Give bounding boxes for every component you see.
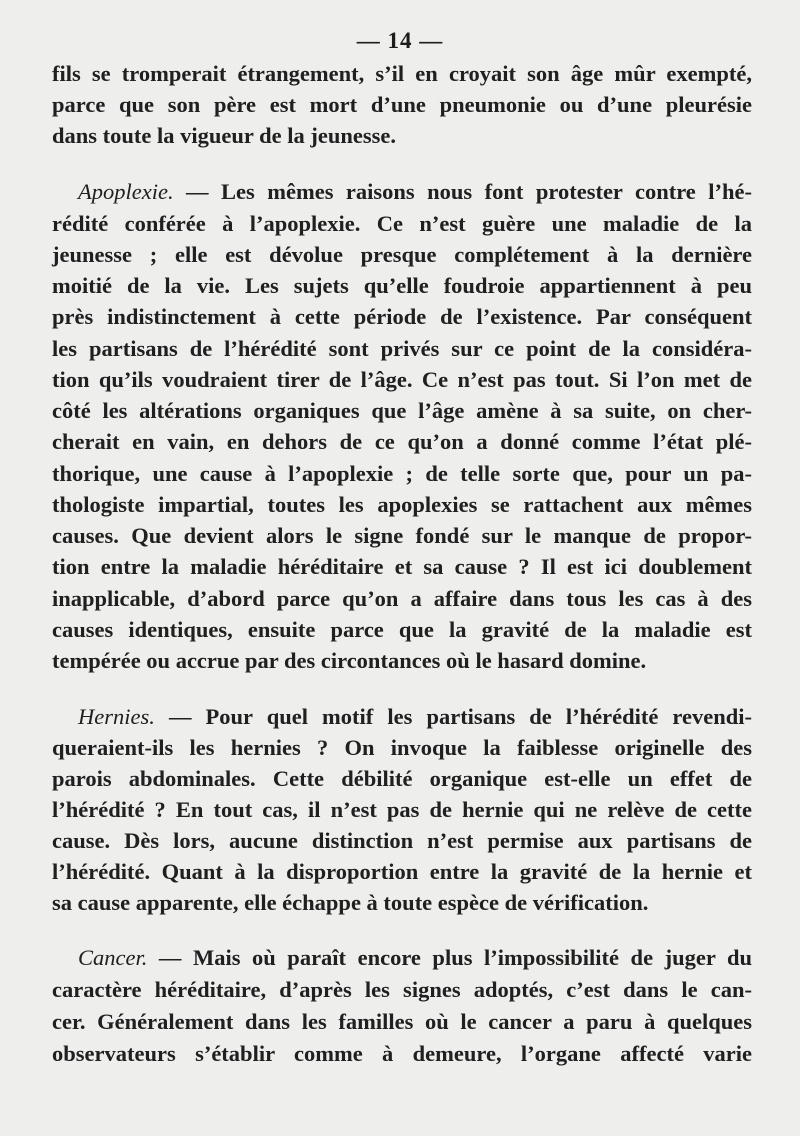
text-line: tempérée ou accrue par des circontances où le hasard domine. [52,648,647,673]
text-line: cer. Généralement dans les familles où le cancer a paru à quelques [52,1009,752,1034]
text-line: thorique, une cause à l’apoplexie ; de telle sorte que, pour un pa- [52,461,752,486]
text-line: — Pour quel motif les partisans de l’hérédité revendi- [154,704,752,729]
text-line: causes identiques, ensuite parce que la gravité de la maladie est [52,617,752,642]
text-line: queraient-ils les hernies ? On invoque la faiblesse originelle des [52,735,752,760]
text-line: côté les altérations organiques que l’âge amène à sa suite, on cher- [52,398,752,423]
text-line: jeunesse ; elle est dévolue presque complétement à la dernière [52,242,752,267]
page-number: — 14 — [356,28,444,53]
text-line: — Les mêmes raisons nous font protester contre l’hé- [173,179,752,204]
text-line: fils se tromperait étrangement, s’il en croyait son âge mûr exempté, [52,61,752,86]
text-line: inapplicable, d’abord parce qu’on a affaire dans tous les cas à des [52,586,752,611]
paragraph-first-line [52,178,752,206]
paragraph-first-line [52,944,752,972]
text-line: les partisans de l’hérédité sont privés sur ce point de la considéra- [52,336,752,361]
text-line: dans toute la vigueur de la jeunesse. [52,123,396,148]
text-line: l’hérédité. Quant à la disproportion entre la gravité de la hernie et [52,859,752,884]
text-line: cherait en vain, en dehors de ce qu’on a donné comme l’état plé- [52,429,752,454]
section-heading-hernies: Hernies. [78,704,155,729]
section-heading-cancer: Cancer. [78,945,148,970]
text-line: tion entre la maladie héréditaire et sa cause ? Il est ici doublement [52,554,752,579]
text-line: sa cause apparente, elle échappe à toute espèce de vérification. [52,890,649,915]
text-line: parce que son père est mort d’une pneumonie ou d’une pleurésie [52,92,752,117]
text-line: causes. Que devient alors le signe fondé sur le manque de propor- [52,523,752,548]
section-heading-apoplexie: Apoplexie. [78,179,174,204]
text-line: moitié de la vie. Les sujets qu’elle foudroie appartiennent à peu [52,273,752,298]
text-line: rédité conférée à l’apoplexie. Ce n’est guère une maladie de la [52,211,752,236]
text-line: observateurs s’établir comme à demeure, l’organe affecté varie [52,1041,752,1066]
text-line: tion qu’ils voudraient tirer de l’âge. Ce n’est pas tout. Si l’on met de [52,367,752,392]
paragraph-first-line [52,703,752,731]
text-line: thologiste impartial, toutes les apoplexies se rattachent aux mêmes [52,492,752,517]
text-line: — Mais où paraît encore plus l’impossibilité de juger du [147,945,752,970]
text-line: caractère héréditaire, d’après les signes adoptés, c’est dans le can- [52,977,752,1002]
text-line: cause. Dès lors, aucune distinction n’est permise aux partisans de [52,828,752,853]
text-line: près indistinctement à cette période de l’existence. Par conséquent [52,304,752,329]
text-line: l’hérédité ? En tout cas, il n’est pas de hernie qui ne relève de cette [52,797,752,822]
text-line: parois abdominales. Cette débilité organique est-elle un effet de [52,766,752,791]
